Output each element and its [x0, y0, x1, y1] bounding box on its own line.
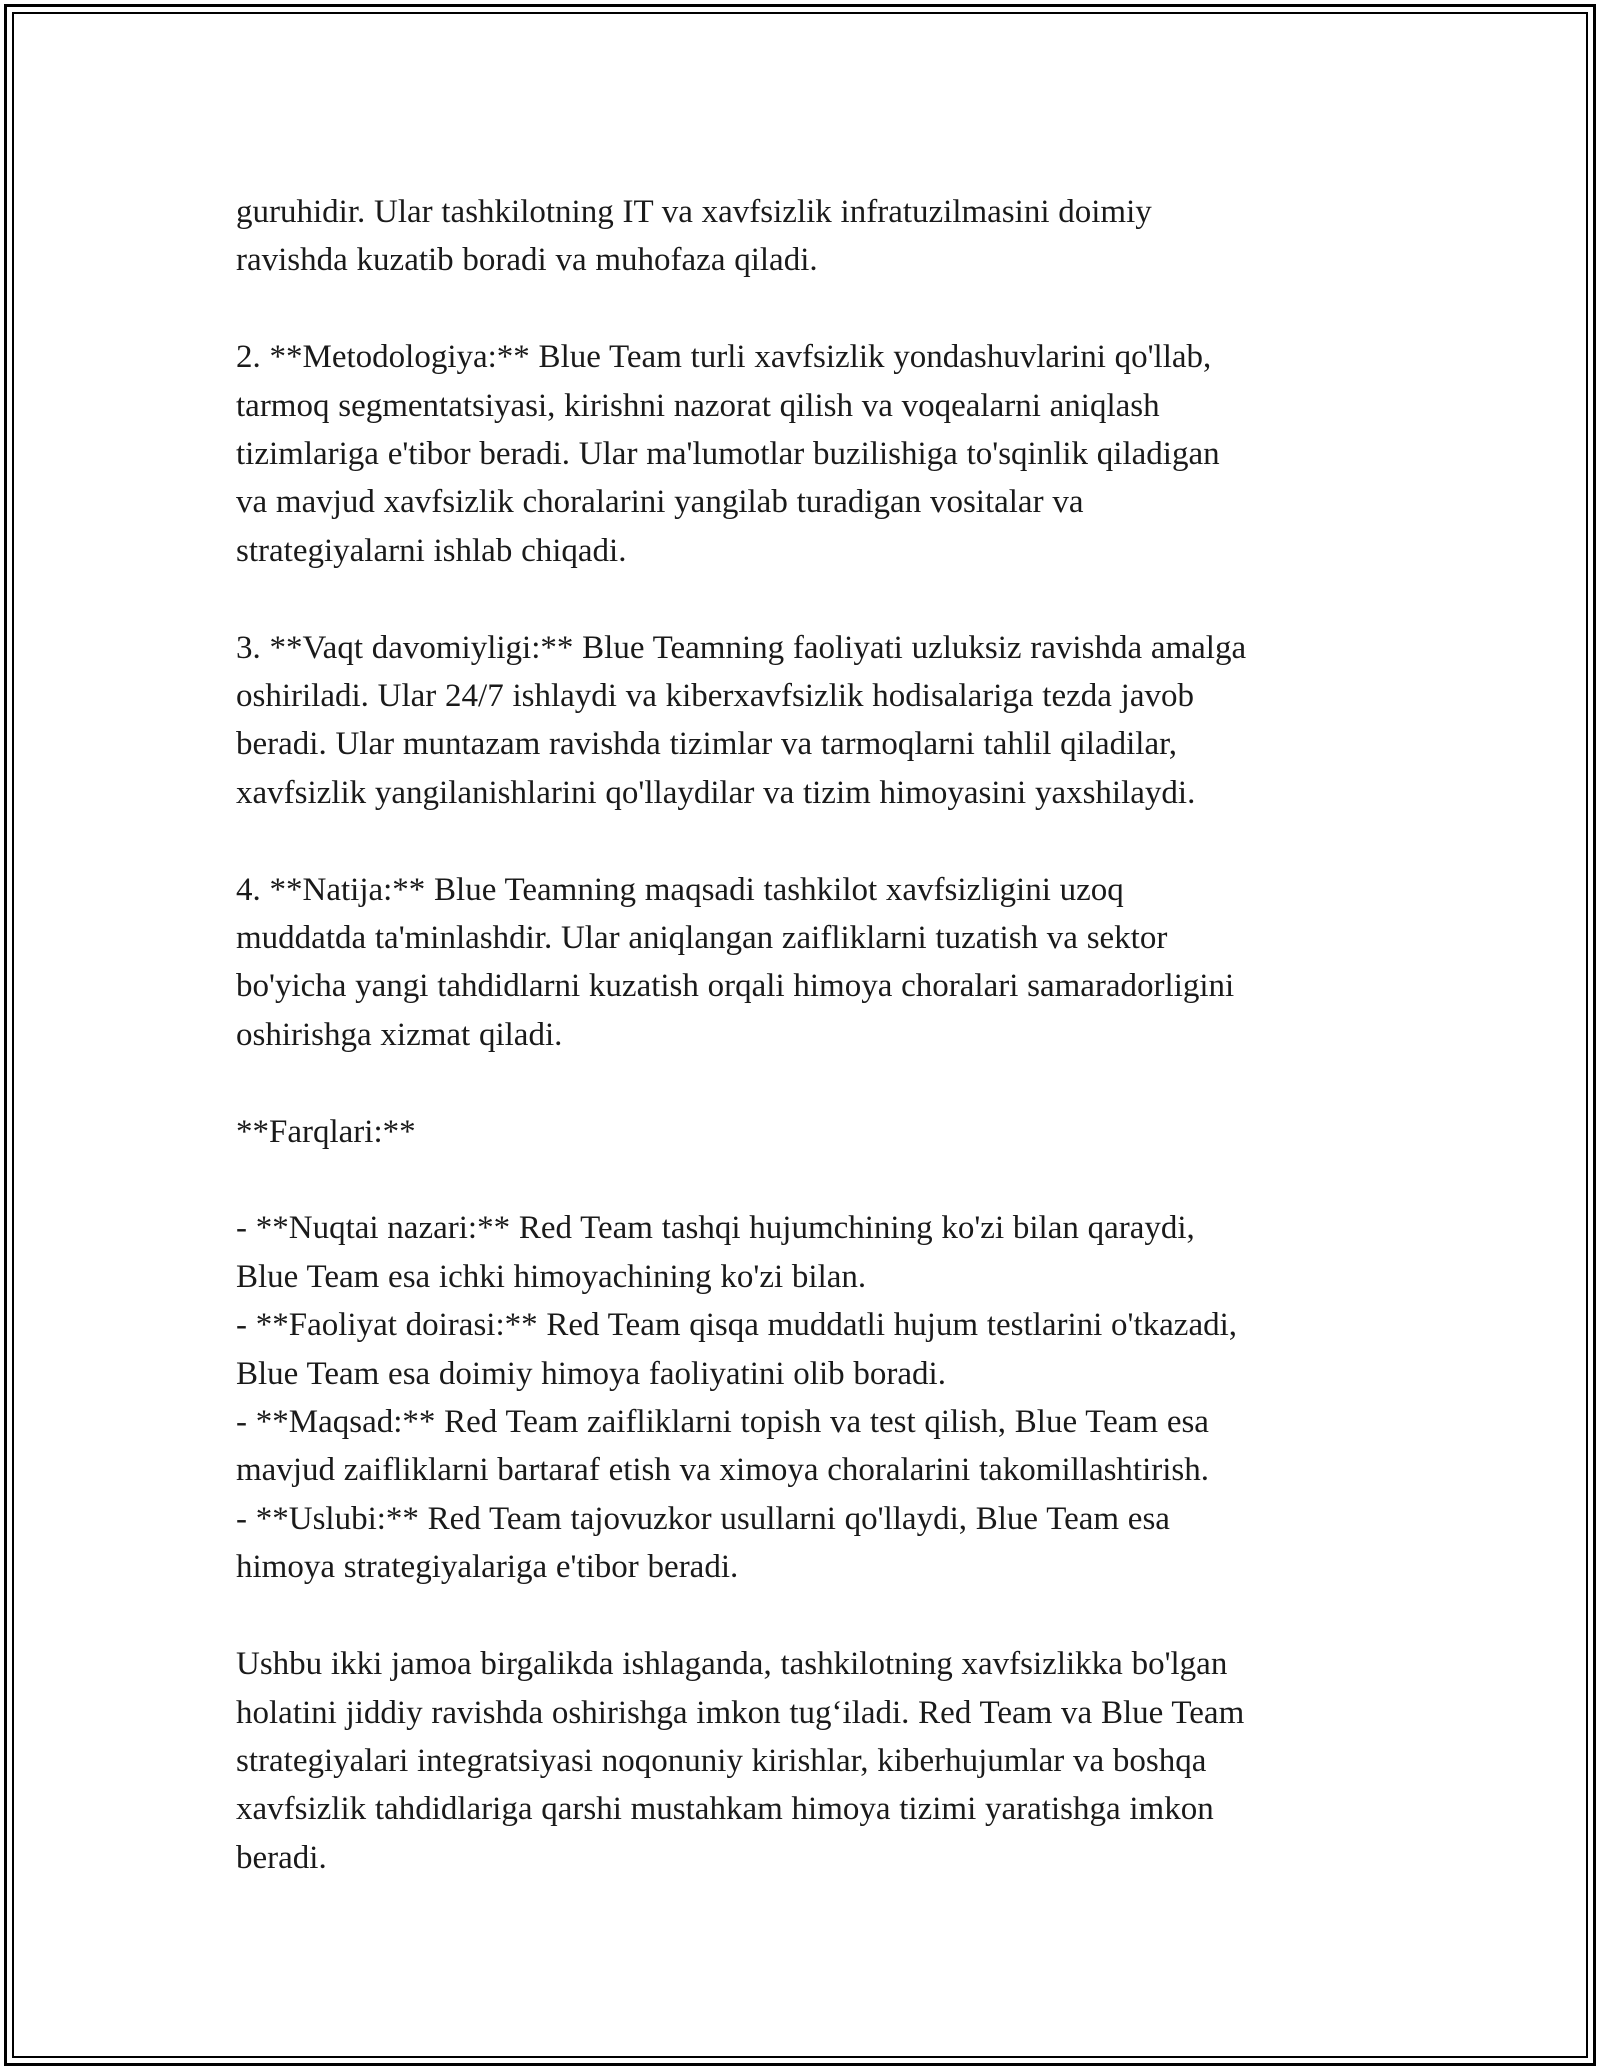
- text-line: bo'yicha yangi tahdidlarni kuzatish orqali himoya choralari samaradorligini: [236, 968, 1235, 1005]
- text-line: 4. **Natija:** Blue Teamning maqsadi tashkilot xavfsizligini uzoq: [236, 871, 1124, 908]
- list-item: - **Uslubi:** Red Team tajovuzkor usullarni qo'llaydi, Blue Team esa: [236, 1500, 1170, 1537]
- text-line: 3. **Vaqt davomiyligi:** Blue Teamning faoliyati uzluksiz ravishda amalga: [236, 629, 1247, 666]
- list-item-continuation: himoya strategiyalariga e'tibor beradi.: [236, 1549, 739, 1586]
- paragraph-conclusion: [236, 1640, 1386, 1882]
- paragraph-methodology: [236, 333, 1386, 575]
- text-line: strategiyalarni ishlab chiqadi.: [236, 532, 627, 569]
- paragraph-duration: [236, 624, 1386, 818]
- text-line: 2. **Metodologiya:** Blue Team turli xavfsizlik yondashuvlarini qo'llab,: [236, 339, 1212, 376]
- list-item: - **Nuqtai nazari:** Red Team tashqi hujumchining ko'zi bilan qaraydi,: [236, 1210, 1195, 1247]
- text-line: strategiyalari integratsiyasi noqonuniy kirishlar, kiberhujumlar va boshqa: [236, 1742, 1207, 1779]
- text-line: va mavjud xavfsizlik choralarini yangilab turadigan vositalar va: [236, 484, 1084, 521]
- text-line: guruhidir. Ular tashkilotning IT va xavfsizlik infratuzilmasini doimiy: [236, 194, 1152, 230]
- text-line: Ushbu ikki jamoa birgalikda ishlaganda, tashkilotning xavfsizlikka bo'lgan: [236, 1646, 1228, 1683]
- text-line: muddatda ta'minlashdir. Ular aniqlangan zaifliklarni tuzatish va sektor: [236, 920, 1168, 957]
- list-item-continuation: Blue Team esa ichki himoyachining ko'zi bilan.: [236, 1258, 867, 1295]
- text-line: beradi.: [236, 1839, 327, 1876]
- text-line: ravishda kuzatib boradi va muhofaza qiladi.: [236, 242, 818, 279]
- list-item-continuation: mavjud zaifliklarni bartaraf etish va ximoya choralarini takomillashtirish.: [236, 1452, 1210, 1489]
- text-line: beradi. Ular muntazam ravishda tizimlar va tarmoqlarni tahlil qiladilar,: [236, 726, 1178, 763]
- paragraph-result: [236, 866, 1386, 1060]
- text-line: tizimlariga e'tibor beradi. Ular ma'lumotlar buzilishiga to'sqinlik qiladigan: [236, 436, 1220, 473]
- text-line: xavfsizlik tahdidlariga qarshi mustahkam himoya tizimi yaratishga imkon: [236, 1791, 1214, 1828]
- text-line: tarmoq segmentatsiyasi, kirishni nazorat qilish va voqealarni aniqlash: [236, 387, 1160, 424]
- list-item: - **Faoliyat doirasi:** Red Team qisqa muddatli hujum testlarini o'tkazadi,: [236, 1307, 1238, 1344]
- text-line: holatini jiddiy ravishda oshirishga imkon tug‘iladi. Red Team va Blue Team: [236, 1694, 1245, 1731]
- differences-heading: [236, 1108, 1386, 1156]
- list-item: - **Maqsad:** Red Team zaifliklarni topish va test qilish, Blue Team esa: [236, 1404, 1209, 1441]
- text-line: oshiriladi. Ular 24/7 ishlaydi va kiberxavfsizlik hodisalariga tezda javob: [236, 678, 1194, 715]
- text-line: **Farqlari:**: [236, 1113, 416, 1150]
- differences-list: [236, 1204, 1386, 1591]
- document-body: [236, 188, 1386, 1931]
- text-line: oshirishga xizmat qiladi.: [236, 1016, 563, 1053]
- paragraph-intro-continuation: [236, 188, 1386, 285]
- text-line: xavfsizlik yangilanishlarini qo'llaydilar va tizim himoyasini yaxshilaydi.: [236, 774, 1196, 811]
- list-item-continuation: Blue Team esa doimiy himoya faoliyatini olib boradi.: [236, 1355, 946, 1392]
